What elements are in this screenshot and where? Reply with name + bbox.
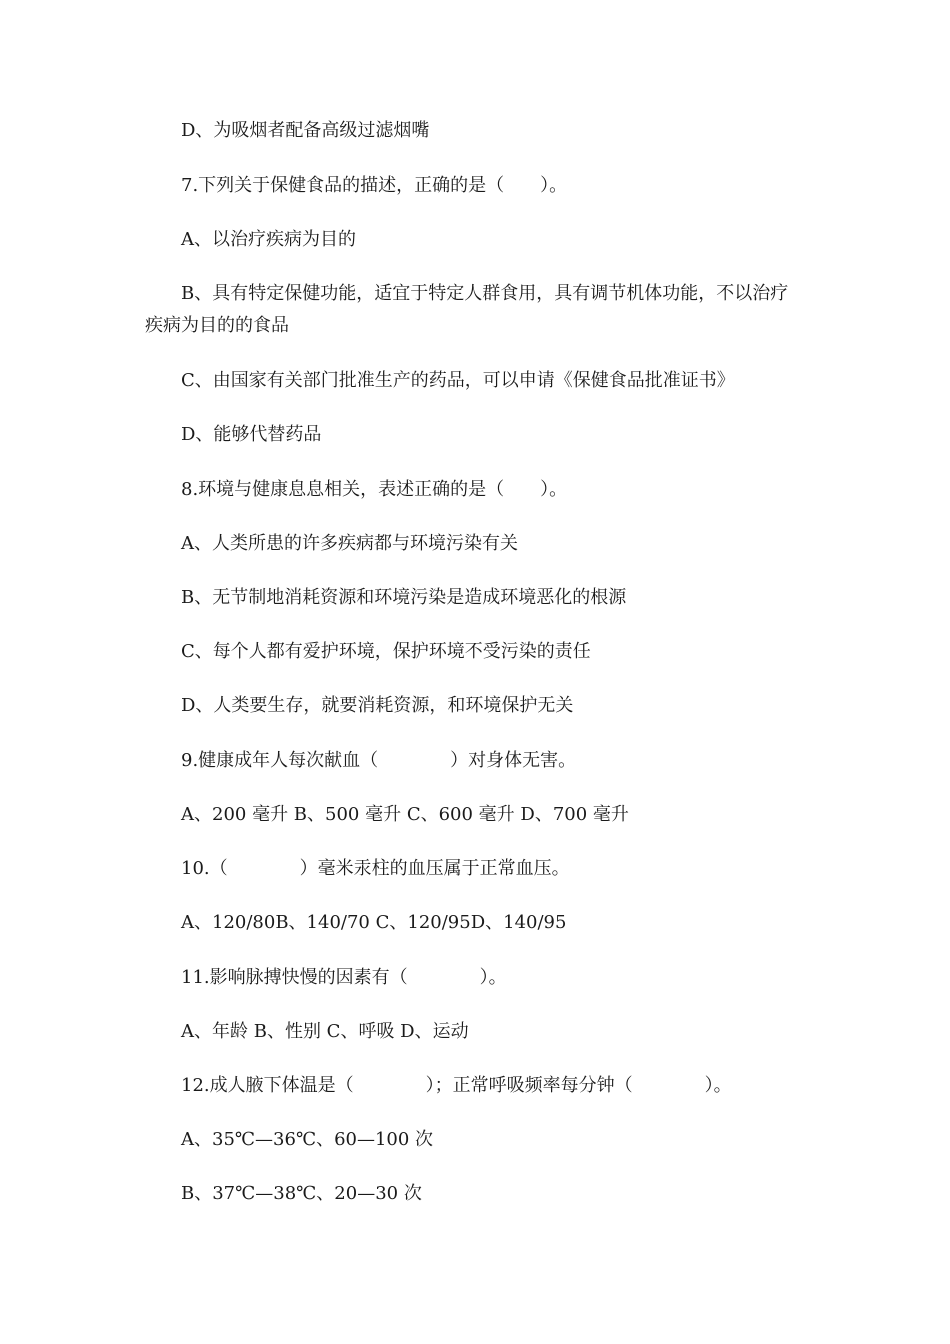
q12-option-b: B、37℃—38℃、20—30 次 xyxy=(181,1183,422,1204)
q8-option-b: B、无节制地消耗资源和环境污染是造成环境恶化的根源 xyxy=(181,587,627,608)
q10-question: 10.（ ）毫米汞柱的血压属于正常血压。 xyxy=(181,858,570,879)
q12-question: 12.成人腋下体温是（ ）；正常呼吸频率每分钟（ ）。 xyxy=(181,1075,732,1096)
q7-option-b: B、具有特定保健功能，适宜于特定人群食用，具有调节机体功能，不以治疗疾病为目的的食品 xyxy=(145,283,789,336)
q10-options: A、120/80B、140/70 C、120/95D、140/95 xyxy=(181,912,567,933)
q7-option-a: A、以治疗疾病为目的 xyxy=(181,229,356,250)
q8-option-d: D、人类要生存，就要消耗资源，和环境保护无关 xyxy=(181,695,574,716)
q8-option-c: C、每个人都有爱护环境，保护环境不受污染的责任 xyxy=(181,641,591,662)
q7-option-d: D、能够代替药品 xyxy=(181,424,322,445)
q7-question: 7.下列关于保健食品的描述，正确的是（ ）。 xyxy=(181,175,568,196)
q6-option-d: D、为吸烟者配备高级过滤烟嘴 xyxy=(181,120,430,141)
q11-options: A、年龄 B、性别 C、呼吸 D、运动 xyxy=(181,1021,469,1042)
q11-question: 11.影响脉搏快慢的因素有（ ）。 xyxy=(181,967,507,988)
q12-option-a: A、35℃—36℃、60—100 次 xyxy=(181,1129,434,1150)
q7-option-c: C、由国家有关部门批准生产的药品，可以申请《保健食品批准证书》 xyxy=(181,370,735,391)
q8-question: 8.环境与健康息息相关，表述正确的是（ ）。 xyxy=(181,479,568,500)
q8-option-a: A、人类所患的许多疾病都与环境污染有关 xyxy=(181,533,518,554)
q9-question: 9.健康成年人每次献血（ ）对身体无害。 xyxy=(181,750,577,771)
q9-options: A、200 毫升 B、500 毫升 C、600 毫升 D、700 毫升 xyxy=(181,804,629,825)
